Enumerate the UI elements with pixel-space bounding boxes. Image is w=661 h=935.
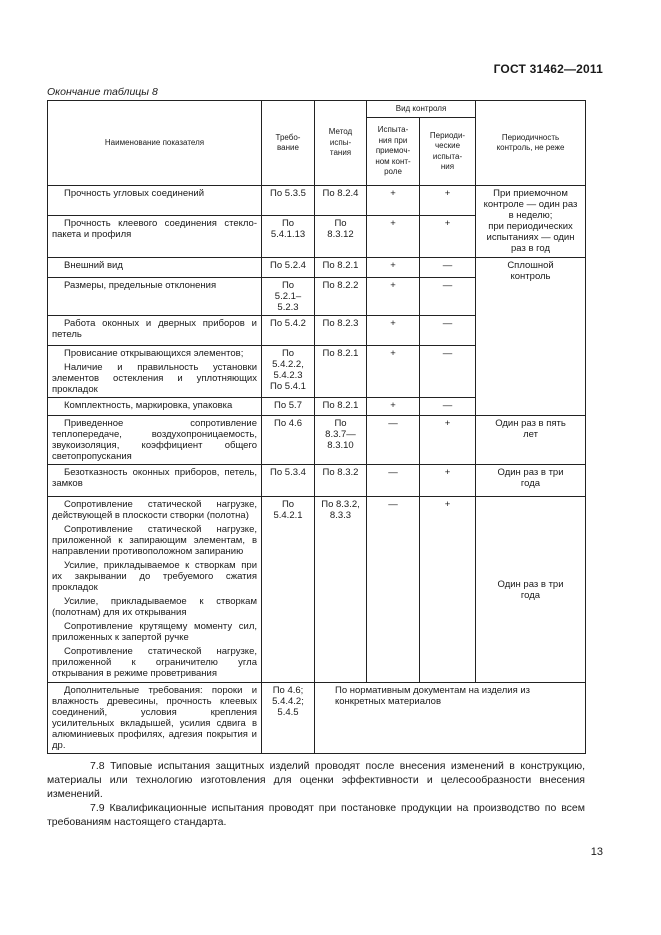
periodic-mark: — [420,258,476,278]
acceptance-mark: + [367,216,420,258]
requirement-cell: По 4.6 [262,416,315,465]
method-cell: По 8.2.1 [315,398,367,416]
indicator-name-line: Наличие и правильность установки элементов остекления и уплотняющих прокладок [52,362,257,395]
requirement-cell: По 5.3.4 [262,465,315,497]
requirement-cell: По 5.4.2.1 [262,497,315,683]
periodic-mark: + [420,465,476,497]
test-table [47,100,586,754]
periodic-mark: + [420,216,476,258]
indicator-name-line: Приведенное сопротивление теплопередаче, воздухопроницаемость, звукоизоляция, коэффициент общего светопропускания [52,418,257,462]
table-caption: Окончание таблицы 8 [47,86,158,98]
normative-docs-note: По нормативным документам на изделия из конкретных материалов [315,683,586,754]
periodic-mark: — [420,398,476,416]
page-number: 13 [590,846,603,858]
header-requirement: Требо- вание [262,101,315,186]
indicator-name [48,398,262,416]
method-cell: По 8.3.2 [315,465,367,497]
requirement-cell: По 5.4.1.13 [262,216,315,258]
acceptance-mark: + [367,346,420,398]
acceptance-mark: — [367,416,420,465]
acceptance-mark: — [367,465,420,497]
indicator-name-line: Сопротивление статической нагрузке, действующей в плоскости створки (полотна) [52,499,257,521]
periodic-mark: + [420,416,476,465]
method-cell: По 8.3.7— 8.3.10 [315,416,367,465]
header-periodic: Периоди- ческие испыта- ния [420,118,476,186]
indicator-name-line: Размеры, предельные отклонения [64,280,217,291]
indicator-name-line: Работа оконных и дверных приборов и петель [52,318,257,340]
method-cell: По 8.3.12 [315,216,367,258]
indicator-name [48,346,262,398]
indicator-name-line: Комплектность, маркировка, упаковка [64,400,233,411]
method-cell: По 8.2.1 [315,346,367,398]
periodic-mark: + [420,186,476,216]
acceptance-mark: + [367,278,420,316]
header-method: Метод испы- тания [315,101,367,186]
method-cell: По 8.2.4 [315,186,367,216]
indicator-name-line: Провисание открывающихся элементов; [64,348,244,359]
indicator-name [48,465,262,497]
acceptance-mark: — [367,497,420,683]
method-cell: По 8.2.3 [315,316,367,346]
acceptance-mark: + [367,186,420,216]
frequency-cell: При приемочном контроле — один раз в неделю; при периодических испытаниях — один раз в год [476,186,586,258]
table-row [48,497,586,683]
requirement-cell: По 5.7 [262,398,315,416]
method-cell: По 8.2.2 [315,278,367,316]
periodic-mark: — [420,316,476,346]
header-acceptance: Испыта- ния при приемоч- ном конт- роле [367,118,420,186]
periodic-mark: — [420,278,476,316]
indicator-name-line: Дополнительные требования: пороки и влажность древесины, прочность клеевых соединений, условия крепления усилительных вкладышей, усилия сдвига в алюминиевых профилях, адгезия покрытия и др. [52,685,257,751]
indicator-name-line: Сопротивление крутящему моменту сил, приложенных к запертой ручке [52,621,257,643]
indicator-name [48,186,262,216]
requirement-cell: По 5.2.1– 5.2.3 [262,278,315,316]
indicator-name [48,416,262,465]
frequency-cell: Один раз в пять лет [476,416,586,465]
periodic-mark: — [420,346,476,398]
paragraph-7-9: 7.9 Квалификационные испытания проводят при постановке продукции на производство по всем требованиям настоящего стандарта. [47,802,585,828]
indicator-name-line: Прочность угловых соединений [64,188,205,199]
indicator-name [48,316,262,346]
standard-number: ГОСТ 31462—2011 [493,62,603,76]
indicator-name-line: Сопротивление статической нагрузке, приложенной к запирающим элементам, в направлении противоположном запиранию [52,524,257,557]
table-row [48,683,586,754]
periodic-mark: + [420,497,476,683]
requirement-cell: По 5.4.2 [262,316,315,346]
indicator-name [48,683,262,754]
indicator-name-line: Внешний вид [64,260,123,271]
frequency-cell: Один раз в три года [476,497,586,683]
indicator-name-line: Безотказность оконных приборов, петель, замков [52,467,257,489]
header-control-type: Вид контроля [367,101,476,118]
indicator-name [48,278,262,316]
requirement-cell: По 5.4.2.2, 5.4.2.3 По 5.4.1 [262,346,315,398]
indicator-name [48,497,262,683]
header-frequency: Периодичность контроль, не реже [476,101,586,186]
acceptance-mark: + [367,398,420,416]
requirement-cell: По 5.2.4 [262,258,315,278]
indicator-name-line: Прочность клеевого соединения стекло-пакета и профиля [52,218,257,240]
indicator-name [48,216,262,258]
paragraph-7-8: 7.8 Типовые испытания защитных изделий проводят после внесения изменений в конструкцию, материалы или технологию изготовления для оценки эффективности и целесообразности внесения изменений. [47,760,585,800]
indicator-name-line: Сопротивление статической нагрузке, приложенной к ограничителю угла открывания в режиме проветривания [52,646,257,679]
indicator-name-line: Усилие, прикладываемое к створкам при их закрывании до требуемого сжатия прокладок [52,560,257,593]
acceptance-mark: + [367,316,420,346]
table-row [48,416,586,465]
header-name: Наименование показателя [48,101,262,186]
frequency-cell: Один раз в три года [476,465,586,497]
method-cell: По 8.2.1 [315,258,367,278]
table-row [48,186,586,216]
table-row [48,258,586,278]
indicator-name [48,258,262,278]
table-row [48,465,586,497]
acceptance-mark: + [367,258,420,278]
method-cell: По 8.3.2, 8.3.3 [315,497,367,683]
table-body [48,186,586,754]
frequency-cell: Сплошной контроль [476,258,586,416]
requirement-cell: По 4.6; 5.4.4.2; 5.4.5 [262,683,315,754]
indicator-name-line: Усилие, прикладываемое к створкам (полотнам) для их открывания [52,596,257,618]
requirement-cell: По 5.3.5 [262,186,315,216]
